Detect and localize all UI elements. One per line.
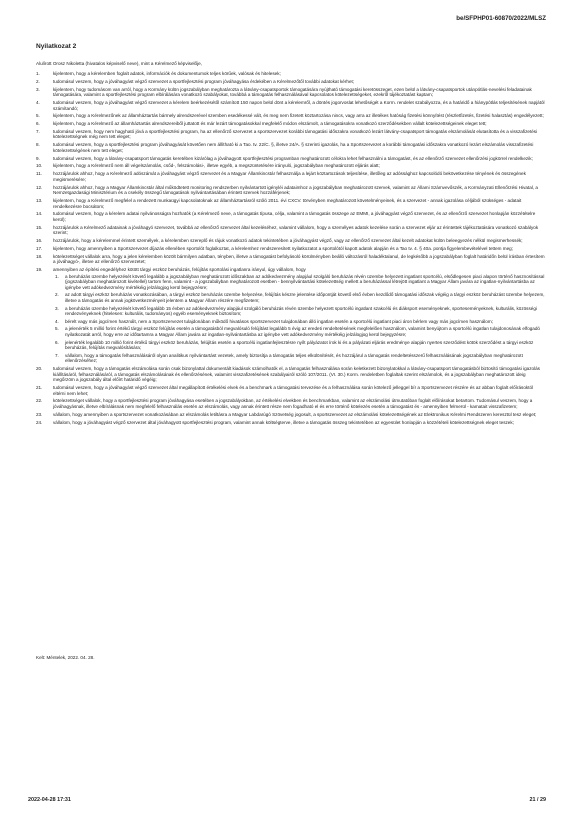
list-item-number: 2. — [36, 78, 40, 84]
list-item-text: kijelentem, hogy a Kérelmező nem áll végelszámolás, csőd-, felszámolási-, illetve egyéb, a megszüntetésére irányuló, jogszabályban meghatározott eljárás alatt; — [53, 163, 380, 169]
footer-page-number: 21 / 29 — [529, 797, 546, 803]
list-item-text: kijelentem, hogy a Kérelmező megfelel a rendezett munkaügyi kapcsolatoknak az államháztartásról szóló 2011. évi CXCV. törvényben meghatározott követelményeinek, és a szervezet - annak igazolása céljából szükséges - adatait rendelkezésre bocsátom; — [53, 197, 522, 209]
list-item — [36, 246, 546, 252]
list-item — [36, 87, 546, 98]
list-item — [36, 113, 546, 119]
list-item-number: 6. — [36, 121, 40, 127]
sub-list-item — [53, 340, 546, 351]
document-id: be/SFPHP01-60870/2022/MLSZ — [456, 15, 546, 22]
sub-list-item — [53, 292, 546, 303]
list-item — [36, 225, 546, 236]
list-item-number: 11. — [36, 171, 43, 177]
list-item-text: kötelezettséget vállalok arra, hogy a jelen kérelemben közölt bármilyen adatban, tényben, illetve a támogatást befolyásoló körülményben beálló változásról haladéktalanul, de legkésőbb a jogszabályban foglalt határidőn belül írásban értesítem a jóváhagyó-, illetve az ellenőrző szervezetet; — [53, 253, 545, 265]
sub-list-item-number: 3. — [55, 305, 59, 311]
list-item — [36, 100, 546, 111]
sub-list — [53, 274, 546, 364]
list-item — [36, 267, 546, 364]
list-item-text: tudomásul veszem, hogy a sportfejlesztési program jóváhagyását követően nem állítható ki a Tao. tv. 22/C. §, illetve 24/A. § szerinti igazolás, ha a Sportszervezet a korábbi támogatási időszakra vonatkozó lezárt elszámolás visszafizetési kötelezettségének nem tett eleget; — [53, 142, 534, 153]
list-item-text: hozzájárulok, hogy a kérelemmel érintett személyek, a kérelemben szereplő és rájuk vonatkozó adatok tekintetében a jóváhagyást végző, vagy az ellenőrző szervezet által kezelt adatokat külön beleegyezés nélkül megismerhessék; — [53, 238, 523, 244]
list-item — [36, 198, 546, 209]
list-item-number: 10. — [36, 163, 43, 169]
place-date: Kelt: Méntelek, 2022. 04. 28. — [36, 655, 95, 660]
list-item-number: 14. — [36, 211, 43, 217]
sub-list-item-text: bérelt vagy más jogcímen használt, nem a Sportszervezet tulajdonában működő hivatásos sportszervezet tulajdonában álló ingatlan esetén a sportcélú ingatlant piaci áron bérlem vagy más jogcímen használom; — [65, 318, 493, 324]
sub-list-item-number: 7. — [55, 352, 59, 358]
list-item-text: kötelezettséget vállalok, hogy a sportfejlesztési program jóváhagyása esetében a jogszabályokban, az értékelési elvekben és benchmarkban, valamint az elszámolási útmutatóban foglalt előírásokat betartom. Tudomásul veszem, hogy a jóváhagyásnak, illetve elbírálásnak nem megfelelő felhasználás esetén az elszámolás, vagy annak érintett része nem fogadható el és erre történő kötelezés esetén a támogatást és - amennyiben felmerül - kamatait visszafizetem; — [53, 398, 533, 410]
list-item — [36, 171, 546, 182]
sub-list-item-text: a beruházás üzembe helyezését követő legalább 15 évben az adókedvezmény alapjául szolgáló beruházás révén üzembe helyezett sportcélú ingatlant szakcélú és diáksport eseményeknek, sporteseményeknek, kulturális, közösségi rendezvényeknek (hitelesen: kulturális, tudományos) egyéb eseményeknek biztosítom; — [65, 305, 537, 317]
list-item-text: vállalom, hogy a jóváhagyást végző szervezet által jóváhagyott sportfejlesztési program, valamint annak költségterve, illetve a támogatás összeg tekintetében az egyesület honlapján a közzétételi kötelezettségnek eleget teszek; — [53, 419, 514, 425]
list-item — [36, 142, 546, 153]
list-item-text: tudomásul veszem, hogy a jóváhagyást végző szervezet a sportfejlesztési program jóváhagyása érdekében a Kérelmezőtől további adatokat kérhet; — [53, 78, 355, 84]
list-item-number: 17. — [36, 245, 43, 251]
list-item-number: 19. — [36, 267, 43, 272]
list-item-number: 16. — [36, 238, 43, 244]
list-item-text: kijelentem, hogy tudomásom van arról, hogy a Kormány külön jogszabályban meghatározta a látvány-csapatsportok támogatására nyújtható támogatási keretösszeget, ezen belül a látvány-csapatsportok utánpótlás-nevelési feladatainak támogatására, valamint a sportfejlesztési program elbírálására vonatkozó szabályokat, továbbá a támogatás felhasználásával kapcsolatos kötelezettségeket, ezekről tájékoztatást kaptam; — [53, 86, 532, 98]
list-item-text: kijelentem, hogy a Kérelmezőnek az államháztartás bármely alrendszerével szemben esedékessé vált, és meg nem fizetett köztartozása nincs, vagy arra az illetékes hatóság fizetési könnyítést (részletfizetés, fizetési halasztás) engedélyezett; — [53, 113, 544, 119]
sub-list-item-text: a jelenérték 5 millió forint értékű tárgyi eszköz felújítás esetén a támogatásból megvalósuló felújítást legalább 5 évig az eredeti rendeltetésének megfelelően használom, valamint benyújtom a sportcélú ingatlan tulajdonosának elfogadó nyilatkozatát arról, hogy erre az időtartamra a Magyar Állam javára az ingatlan-nyilvántartásba az igénybe vett adókedvezmény mértékéig jelzálogjog kerül bejegyzésre; — [65, 326, 540, 337]
list-item-text: kijelentem, hogy a Kérelmező az államháztartás alrendszereiből juttatott és már lezárt támogatásokkal megfelelő módon elszámolt, a támogatásokra vonatkozó szerződésekben vállalt kötelezettségeinek eleget tett; — [53, 121, 487, 127]
list-item — [36, 163, 546, 169]
list-item — [36, 385, 546, 396]
list-item-text: hozzájárulok ahhoz, hogy a Kérelmező adószámát a jóváhagyást végző szervezet és a Magyar Államkincstár felhasználja a lejárt köztartozások teljesítése, illetőleg az adóssághoz kapcsolódó bekövetkezése tényének és összegének megismerésére; — [53, 171, 526, 182]
list-item-text: tudomásul veszem, hogy a támogatás elszámolása során csak bizonylattal dokumentált kiadások számolhatók el, a támogatás felhasználása során keletkezett bizonylatokkal a látvány-csapatsport támogatásból biztosító támogatási igazolás kiállításáról, felhasználásáról, a támogatás elszámolásának és ellenőrzésének, valamint visszafizetésének szabályairól szóló 107/2011. (VI. 30.) Korm. rendeletben foglaltak szerint elszámolok, és a jogszabályban meghatározott ideig megőrzöm a jogszabály által előírt határidő végéig; — [53, 366, 540, 383]
list-item-number: 9. — [36, 155, 40, 161]
sub-list-item — [53, 274, 546, 291]
list-item — [36, 366, 546, 383]
list-item-number: 15. — [36, 224, 43, 230]
list-item — [36, 211, 546, 222]
list-item-number: 5. — [36, 113, 40, 119]
list-item — [36, 79, 546, 85]
sub-list-item-number: 2. — [55, 292, 59, 298]
list-item-number: 13. — [36, 197, 43, 203]
list-item — [36, 238, 546, 244]
list-item-number: 24. — [36, 419, 43, 425]
sub-list-item-text: jelenérték legalább 10 millió forint értékű tárgyi eszköz beruházás, felújítás esetén a sportcélú ingatlanfejlesztésre nyílt pályázatot írok ki és a pályázati eljárás eredménye alapján nyertes szerződést kötök szerződést a tárgyi eszköz beruházás, felújítás megvalósítására; — [65, 339, 534, 351]
list-item-text: tudomásul veszem, hogy a jóváhagyást végző szervezet által megállapított értékelési elvek és a benchmark a támogatási tervezése és a felhasználása során kötelező jelleggel bír a Sportszervezet részére és az abban foglalt előírásoktól eltérni nem lehet; — [53, 385, 534, 396]
list-item-number: 3. — [36, 86, 40, 92]
page-title: Nyilatkozat 2 — [36, 43, 77, 50]
list-item-number: 21. — [36, 385, 43, 391]
list-item-text: kijelentem, hogy a kérelemben foglalt adatok, információk és dokumentumok teljes körűek, valósak és hitelesek; — [53, 71, 281, 76]
list-item-number: 7. — [36, 128, 40, 134]
sub-list-item-number: 1. — [55, 273, 59, 279]
list-item-number: 23. — [36, 411, 43, 417]
list-item — [36, 156, 546, 162]
list-item-text: tudomásul veszem, hogy nem hagyható jóvá a sportfejlesztési program, ha az ellenőrző szervezet a sportszervezet korábbi támogatási időszakra vonatkozó lezárt látvány-csapatsport támogatás elszámolását elutasította és a visszafizetési kötelezettségnek még nem tett eleget; — [53, 128, 538, 140]
list-item — [36, 129, 546, 140]
sub-list-item-text: a beruházás üzembe helyezését követő legalább a jogszabályban meghatározott időszakban az adókedvezmény alapjául szolgáló beruházás révén üzembe helyezett ingatlant sportcélú, elsődlegesen piaci alapon történő hasznosítással (jogszabályban meghatározott kivétellel) tartom fenn, valamint - a jogszabályban meghatározott esetben - bennyilvántartási kötelezettség mellett a beruházással létrejött ingatlant a Magyar Állam javára az ingatlan-nyilvántartásba az igénybe vett adókedvezmény mértékéig jelzálogjog kerül bejegyzésre; — [65, 273, 545, 290]
list-item — [36, 412, 546, 418]
sub-list-item-number: 6. — [55, 339, 59, 345]
sub-list-item-text: az adott tárgyi eszköz beruházás vonatkozásában, a tárgyi eszköz beruházás üzembe helyezése, felújítás készre jelentése időpontját követő első évben kezdődő támogatási időszak végéig a tárgyi eszköz beruházást üzembe helyezem, illetve a támogatás és annak jogkövetkezményeit jelentem a Magyar Állam részére megfizetem; — [65, 292, 545, 303]
sub-list-item-number: 4. — [55, 318, 59, 324]
list-item-number: 4. — [36, 99, 40, 105]
list-item — [36, 121, 546, 127]
list-item-number: 20. — [36, 366, 43, 372]
list-item — [36, 420, 546, 426]
list-item-number: 12. — [36, 184, 43, 190]
list-item-number: 1. — [36, 71, 40, 76]
list-item — [36, 71, 546, 77]
list-item-text: amennyiben az építési engedélyhez kötött tárgyi eszköz beruházás, felújítás sportolási ingatlanra irányul, úgy vállalom, hogy — [53, 267, 306, 272]
list-item-text: hozzájárulok a Kérelmező adatainak a jóváhagyó szervezet, továbbá az ellenőrző szervezet által kezeléséhez, valamint vállalom, hogy a személyes adatok kezelése során a szervezet eljár az érintettek tájékoztatására vonatkozó szabályok szerint; — [53, 224, 539, 236]
list-item — [36, 254, 546, 265]
footer-timestamp: 2022-04-28 17:31 — [28, 797, 71, 803]
list-item-text: tudomásul veszem, hogy a látvány-csapatsport támogatás keretében kizárólag a jóváhagyott sportfejlesztési programban meghatározott célokra lehet felhasználni a támogatást, és az ellenőrző szervezet ellenőrzési jogkörrel rendelkezik; — [53, 155, 533, 161]
list-item — [36, 398, 546, 409]
list-item-text: hozzájárulok ahhoz, hogy a Magyar Államkincstár által működtetett monitoring rendszerben nyilvántartott igényléi adataimhoz a jogszabályban meghatározott szervek, valamint az Állami Számvevőszék, a Kormányzati Ellenőrzési Hivatal, a Nemzetgazdasági Minisztérium és a csekély összegű támogatások nyilvántartásában érintett szervek hozzáférjenek; — [53, 184, 538, 196]
intro-text: Alulírott Orosz Nikoletta (hivatalos képviselő neve), mint a Kérelmező képviselője, — [36, 61, 202, 66]
sub-list-item — [53, 319, 546, 325]
list-item-number: 18. — [36, 253, 43, 259]
sub-list-item — [53, 306, 546, 317]
list-item-text: vállalom, hogy amennyiben a sportszervezet vonatkozásában az elszámolás letiltásra a Magyar Labdarúgó Szövetség jogosult, a sportszervezet az elszámolási kötelezettségének az Elektronikus Kérelmi Rendszeren keresztül tesz eleget; — [53, 411, 537, 417]
sub-list-item — [53, 326, 546, 337]
list-item-text: tudomásul veszem, hogy a kérelem adatai nyilvánosságra hozhatók (a Kérelmező neve, a támogatás típusa, célja, valamint a támogatás összege az EMMI, a jóváhagyást végző szervezet, és az ellenőrző szervezet honlapján közzétételre kerül); — [53, 211, 536, 222]
list-item — [36, 185, 546, 196]
declaration-list — [36, 71, 546, 427]
list-item-number: 22. — [36, 398, 43, 404]
list-item-text: tudomásul veszem, hogy a jóváhagyást végző szervezet a kérelem beérkezésétől számított 150 napon belül dönt a kérelemről, a döntés jogorvoslat lehetőségét a Korm. rendelet szabályozza, és a határidő a hiánypótlás teljesítésének napjától számítandó; — [53, 99, 545, 111]
sub-list-item-text: vállalom, hogy a támogatás felhasználásáról olyan analitikus nyilvántartást vezetek, amely biztosítja a támogatás teljes elkülönítését, és hozzájárul a támogatás rendeltetésszerű felhasználásának jogszabályban meghatározott ellenőrzéséhez; — [65, 352, 523, 364]
list-item-number: 8. — [36, 142, 40, 148]
sub-list-item-number: 5. — [55, 326, 59, 332]
list-item-text: kijelentem, hogy amennyiben a Sportszervezet díjazás ellenében sportolót foglalkoztat, a kérelemhez rendszeresített nyilatkozatot a sportolótól kapott adatok alapján és a Tao tv. 4. § 40a. pontja figyelembevételével tettem meg; — [53, 245, 513, 251]
sub-list-item — [53, 353, 546, 364]
